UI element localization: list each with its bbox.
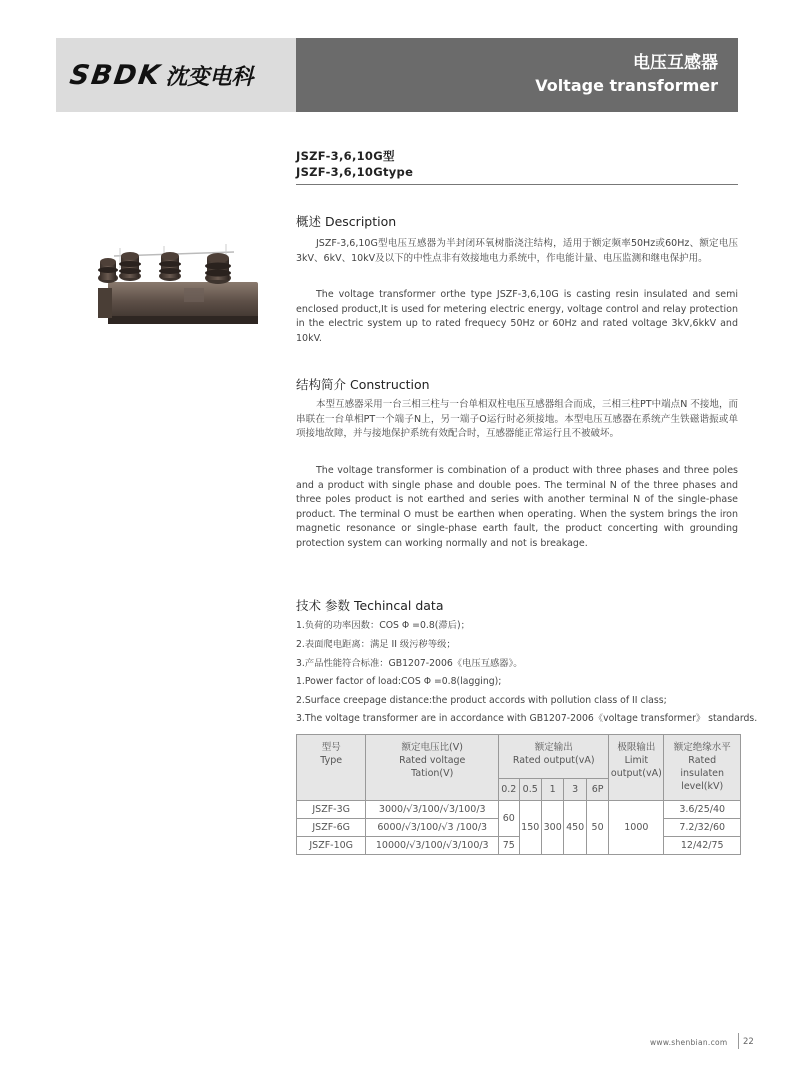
cell-insulation: 7.2/32/60 [664, 819, 741, 837]
cell-output-02-a: 60 [499, 801, 519, 837]
header-insulation-en: level(kV) [681, 781, 724, 792]
header-type-en: Type [320, 755, 343, 766]
header-type [297, 735, 366, 801]
construction-en: The voltage transformer is combination of a product with three phases and three poles and a product with single phase and double poes. The terminal N of the three phases and three poles product is not earthed and series with another terminal N of the single-phase product. The terminal O must be earthen when operating. When the system brings the iron magnetic resonance or single-phase earth fault, the product concerting with grounding protection system can working normally and not is breakage. [296, 465, 738, 549]
header-output-cn: 额定输出 [534, 742, 573, 753]
header-output-en: Rated output(vA) [512, 755, 595, 766]
construction-title: 结构简介 Construction [296, 377, 430, 392]
header-limit [609, 735, 664, 801]
construction-cn: 本型互感器采用一台三相三柱与一台单相双柱电压互感器组合而成，三相三柱PT中端点N 不接地，而串联在一台单相PT一个端子N上，另一端子O运行时必须接地。本型电压互感器在系统产生铁磁谐振或单项接地故障，并与接地保护系统有效配合时，互感器能正常运行且不被破坏。 [296, 399, 738, 440]
cell-ratio: 10000/√3/100/√3/100/3 [366, 837, 499, 855]
spec-item: 2.表面爬电距离：满足 II 级污秽等级； [296, 639, 456, 650]
company-logo [56, 60, 253, 91]
cell-output-6p: 50 [586, 801, 608, 855]
header-type-cn: 型号 [321, 742, 341, 753]
header-insulation [664, 735, 741, 801]
spec-item: 3.产品性能符合标准：GB1207-2006《电压互感器》。 [296, 658, 523, 669]
spec-item: 2.Surface creepage distance:the product accords with pollution class of II class; [296, 695, 667, 706]
class-header: 0.2 [499, 779, 519, 801]
class-header: 0.5 [519, 779, 541, 801]
header-insulation-en: Rated [688, 755, 717, 766]
header-ratio-en: Rated voltage [399, 755, 466, 766]
header-output [499, 735, 609, 779]
table-row [297, 801, 741, 819]
cell-output-3: 450 [564, 801, 586, 855]
header-ratio-en: Tation(V) [411, 768, 454, 779]
model-name-cn: JSZF-3,6,10G型 [296, 149, 395, 163]
page-number: 22 [743, 1037, 754, 1047]
header-ratio-cn: 额定电压比(V) [401, 742, 463, 753]
cell-ratio: 3000/√3/100/√3/100/3 [366, 801, 499, 819]
cell-type: JSZF-6G [297, 819, 366, 837]
header-title-cn: 电压互感器 [633, 53, 718, 73]
cell-output-1: 300 [541, 801, 563, 855]
model-divider [296, 184, 738, 185]
model-name-en: JSZF-3,6,10Gtype [296, 165, 414, 179]
cell-type: JSZF-10G [297, 837, 366, 855]
product-photo [94, 238, 262, 328]
class-header: 1 [541, 779, 563, 801]
header-logo-panel [56, 38, 296, 112]
spec-item: 1.Power factor of load:COS Φ =0.8(lagging); [296, 676, 502, 687]
spec-item: 3.The voltage transformer are in accordance with GB1207-2006《voltage transformer》 standards. [296, 713, 758, 724]
cell-insulation: 12/42/75 [664, 837, 741, 855]
header-title-panel [296, 38, 738, 112]
cell-insulation: 3.6/25/40 [664, 801, 741, 819]
class-header: 3 [564, 779, 586, 801]
header-limit-cn: 极限输出 [617, 742, 656, 753]
logo-chinese-text: 沈变电科 [165, 64, 254, 90]
table-row [297, 837, 741, 855]
cell-type: JSZF-3G [297, 801, 366, 819]
cell-ratio: 6000/√3/100/√3 /100/3 [366, 819, 499, 837]
model-heading [296, 148, 738, 180]
logo-latin-text: SBDK [67, 59, 164, 91]
header-limit-en: output(vA) [610, 768, 662, 779]
header-ratio [366, 735, 499, 801]
cell-output-02-b: 75 [499, 837, 519, 855]
technical-title: 技术 参数 Techincal data [296, 598, 444, 613]
cell-limit: 1000 [609, 801, 664, 855]
class-header: 6P [586, 779, 608, 801]
description-en: The voltage transformer orthe type JSZF-3,6,10G is casting resin insulated and semi enclosed product,It is used for metering electric energy, voltage control and relay protection in the electric system up to rated frequecy 50Hz or 60Hz and rated voltage 3kV,6kkV and 10kV. [296, 289, 738, 344]
description-title: 概述 Description [296, 214, 397, 229]
technical-data-table [296, 734, 741, 855]
header-title-en: Voltage transformer [535, 76, 718, 95]
cell-output-05: 150 [519, 801, 541, 855]
description-cn: JSZF-3,6,10G型电压互感器为半封闭环氧树脂浇注结构，适用于额定频率50Hz或60Hz、额定电压3kV、6kV、10kV及以下的中性点非有效接地电力系统中，作电能计量、电压监测和继电保护用。 [296, 238, 738, 264]
header-limit-en: Limit [624, 755, 649, 766]
footer-url: www.shenbian.com [650, 1038, 728, 1047]
footer-divider [738, 1033, 739, 1049]
header-insulation-en: insulaten [680, 768, 725, 779]
header-insulation-cn: 额定绝缘水平 [673, 742, 731, 753]
spec-item: 1.负荷的功率因数：COS Φ =0.8(滞后)； [296, 620, 470, 631]
